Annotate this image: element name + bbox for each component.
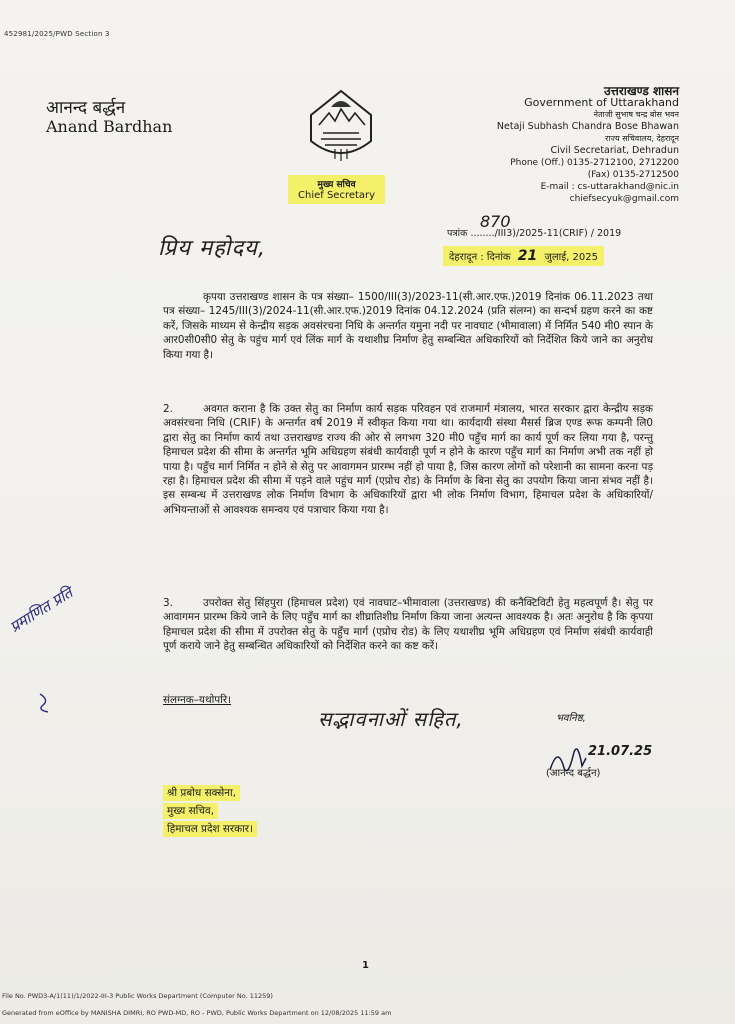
day-handwritten: 21 [517,248,538,264]
signature-date: 21.07.25 [588,744,653,759]
enclosure-note [163,693,231,707]
stamp-text: प्रमाणित प्रति [6,583,76,637]
page-number: 1 [362,960,369,971]
addressee-line: हिमाचल प्रदेश सरकार। [163,821,257,837]
addressee-line: मुख्य सचिव, [163,803,218,819]
government-hindi: उत्तराखण्ड शासन [603,84,679,98]
addressee-block [163,785,257,839]
closing-handwritten: सद्भावनाओं सहित, [318,707,464,731]
reference-suffix: ......../III3)/2025-11(CRIF) / 2019 [470,228,622,239]
place-date-label: देहरादून : दिनांक [449,252,511,263]
building-english: Netaji Subhash Chandra Bose Bhawan [496,121,679,132]
uttarakhand-emblem-icon [305,85,377,169]
paragraph-text: उपरोक्त सेतु सिंहपुरा (हिमाचल प्रदेश) एवं नावघाट–भीमावाला (उत्तराखण्ड) की कनैक्टिविटी हेतु महत्वपूर्ण है। सेतु पर आवागमन प्रारम्भ किये जाने के लिए पहुँच मार्ग का शीघ्रातिशीघ्र निर्माण किया जाना अत्यन्त आवश्यक है। अतः अनुरोध है कि कृपया हिमाचल प्रदेश की सीमा में उपरोक्त सेतु के पहुँच मार्ग (एप्रोच रोड) के लिए यथाशीघ्र भूमि अधिग्रहण एवं निर्माण संबंधी कार्यवाही पूर्ण कराये जाने हेतु सम्बन्धित अधिकारियों को निर्देशित करने का कष्ट करें। [163,597,653,653]
government-english: Government of Uttarakhand [524,96,679,109]
letter-reference [447,212,622,239]
paragraph-2 [163,402,653,517]
footer-file-number: File No. PWD3-A/1(11)/1/2022-III-3 Public Works Department (Computer No. 11259) [2,992,273,1000]
letterhead-address [459,85,679,205]
paragraph-number: 2. [163,403,173,415]
enclosure-text: संलग्नक–यथोपरि। [163,694,232,706]
top-reference: 452981/2025/PWD Section 3 [4,30,110,38]
secretariat-hindi: राज्य सचिवालय, देहरादून [605,134,679,143]
place-date [443,246,604,266]
salutation: प्रिय महोदय, [158,236,266,261]
addressee-line: श्री प्रबोध सक्सेना, [163,785,240,801]
fax-number: (Fax) 0135-2712500 [587,170,679,180]
designation-hindi: मुख्य सचिव [317,180,356,190]
paragraph-text: अवगत कराना है कि उक्त सेतु का निर्माण कार्य सड़क परिवहन एवं राजमार्ग मंत्रालय, भारत सरकार द्वारा केन्द्रीय सड़क अवसंरचना निधि (CRIF) के अन्तर्गत वर्ष 2019 में स्वीकृत किया गया था। कार्यदायी संस्था मैसर्स ब्रिज एण्ड रूफ कम्पनी लि0 द्वारा सेतु का निर्माण कार्य तथा उत्तराखण्ड राज्य की ओर से लगभग 320 मी0 पहुँच मार्ग का कार्य पूर्ण कर लिया गया है, परन्तु हिमाचल प्रदेश की सीमा के अन्तर्गत भूमि अधिग्रहण संबंधी कार्यवाही पूर्ण न होने के कारण पहुँच मार्ग का निर्माण अभी तक नहीं हो पाया है। पहुँच मार्ग निर्मित न होने से सेतु पर आवागमन प्रारम्भ नहीं हो पाया है, जिस कारण लोगों को परेशानी का सामना करना पड़ रहा है। हिमाचल प्रदेश की सीमा में पड़ने वाले पहुंच मार्ग (एप्रोच रोड) के निर्माण के बिना सेतु का उपयोग किया जाना संभव नहीं है। इस सम्बन्ध में उत्तराखण्ड लोक निर्माण विभाग के अधिकारियों द्वारा भी लोक निर्माण विभाग, हिमाचल प्रदेश के अधिकारियों/अभियन्ताओं से आवश्यक समन्वय एवं पत्राचार किया गया है। [163,403,653,516]
footer-generated-by: Generated from eOffice by MANISHA DIMRI, RO PWD-MD, RO - PWD, Public Works Department on 12/08/2025 11:59 am [2,1009,392,1017]
reference-number-handwritten: 870 [480,212,511,231]
paragraph-number: 3. [163,597,173,609]
sender-name-english: Anand Bardhan [46,117,173,136]
phone-number: Phone (Off.) 0135-2712100, 2712200 [510,158,679,168]
yours-faithfully: भवनिष्ठ, [556,713,586,724]
reference-prefix: पत्रांक [447,228,468,239]
secretariat-english: Civil Secretariat, Dehradun [550,145,679,156]
sender-name-hindi: आनन्द बर्द्धन [46,98,126,118]
email-address: E-mail : cs-uttarakhand@nic.in [540,182,679,192]
certified-copy-stamp [6,551,137,654]
building-hindi: नेताजी सुभाष चन्द्र बोस भवन [593,110,679,119]
email-address-2: chiefsecyuk@gmail.com [569,194,679,204]
month-year: जुलाई, 2025 [544,252,598,263]
paragraph-1: कृपया उत्तराखण्ड शासन के पत्र संख्या– 1500/III(3)/2023-11(सी.आर.एफ.)2019 दिनांक 06.11.2023 तथा पत्र संख्या– 1245/III(3)/2024-11(सी.आर.एफ.)2019 दिनांक 04.12.2024 (प्रति संलग्न) का सन्दर्भ ग्रहण करने का कष्ट करें, जिसके माध्यम से केन्द्रीय सड़क अवसंरचना निधि के अन्तर्गत यमुना नदी पर नावघाट (भीमावाला) में निर्मित 540 मी0 स्पान के आर0सी0सी0 सेतु के पहुंच मार्ग एवं लिंक मार्ग के यथाशीघ्र निर्माण हेतु सम्बन्धित अधिकारियों को निर्देशित किये जाने का अनुरोध किया गया है। [163,291,653,361]
signatory-name: (आनन्द बर्द्धन) [546,768,601,779]
paragraph-3 [163,596,653,654]
initial-mark-icon [36,690,56,714]
designation-english: Chief Secretary [298,190,376,201]
designation-highlight [288,175,385,204]
